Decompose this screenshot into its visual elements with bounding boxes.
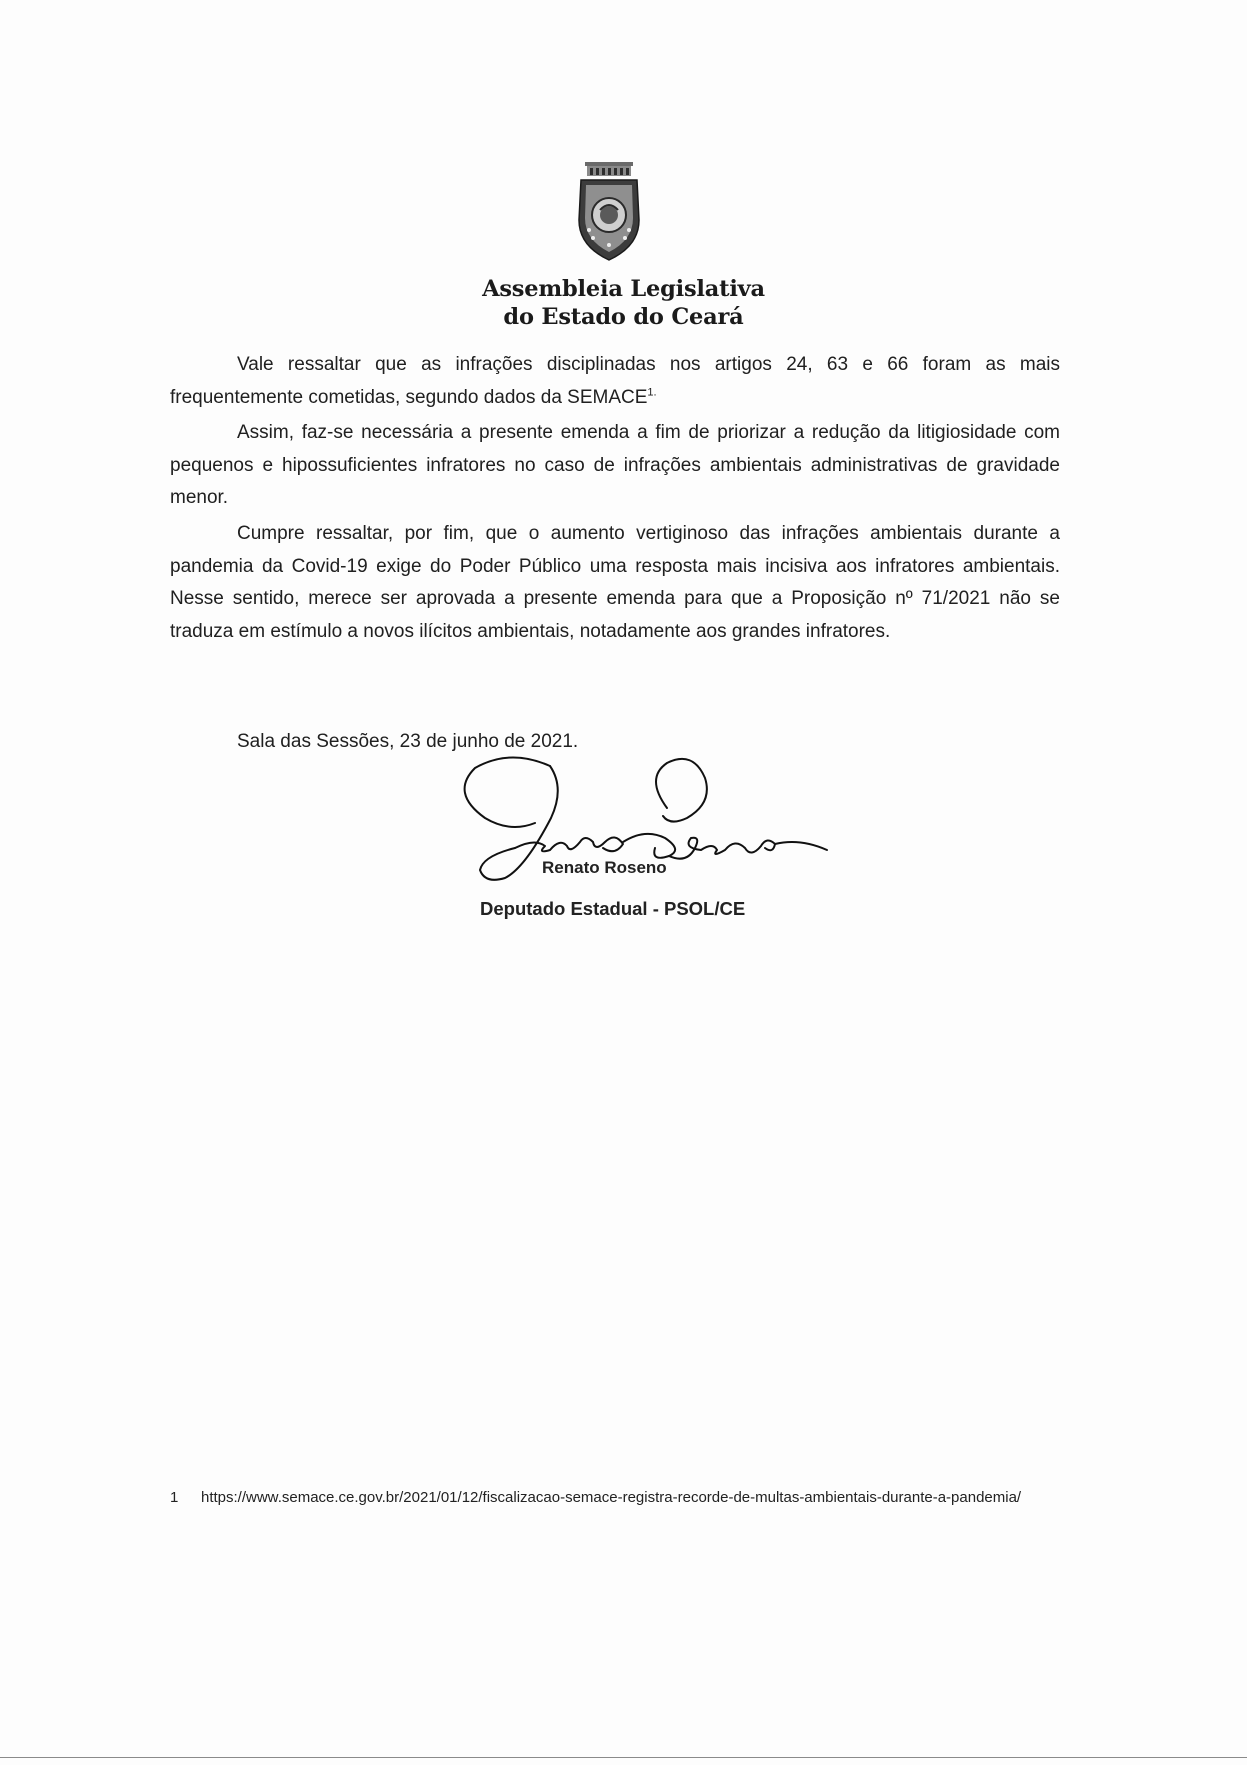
page-bottom-rule: [0, 1757, 1247, 1758]
org-name-line2: do Estado do Ceará: [503, 304, 744, 330]
paragraph-1: [170, 349, 1060, 414]
signer-name: Renato Roseno: [542, 858, 667, 877]
footnote: [170, 1485, 1070, 1510]
place-and-date: Sala das Sessões, 23 de junho de 2021.: [237, 731, 579, 752]
footnote-number: 1: [170, 1489, 179, 1506]
coat-of-arms-icon: [567, 160, 651, 264]
paragraph-2: [170, 417, 1060, 515]
footnote-url-link[interactable]: https://www.semace.ce.gov.br/2021/01/12/fiscalizacao-semace-registra-recorde-de-multas-ambientais-durante-a-pandemia/: [201, 1489, 1022, 1506]
org-name-line1: Assembleia Legislativa: [482, 276, 765, 302]
paragraph-3-text: Cumpre ressaltar, por fim, que o aumento vertiginoso das infrações ambientais durante a pandemia da Covid-19 exige do Poder Público uma resposta mais incisiva aos infratores ambientais. Nesse sentido, merece ser aprovada a presente emenda para que a Proposição nº 71/2021 não se traduza em estímulo a novos ilícitos ambientais, notadamente aos grandes infratores.: [170, 523, 1060, 642]
signer-title: Deputado Estadual - PSOL/CE: [480, 898, 746, 919]
paragraph-2-text: Assim, faz-se necessária a presente emenda a fim de priorizar a redução da litigiosidade com pequenos e hipossuficientes infratores no caso de infrações ambientais administrativas de gravidade menor.: [170, 422, 1060, 508]
paragraph-1-text: Vale ressaltar que as infrações disciplinadas nos artigos 24, 63 e 66 foram as mais frequentemente cometidas, segundo dados da SEMACE: [170, 354, 1060, 408]
paragraph-3: [170, 518, 1060, 648]
footnote-reference[interactable]: 1.: [647, 386, 657, 399]
